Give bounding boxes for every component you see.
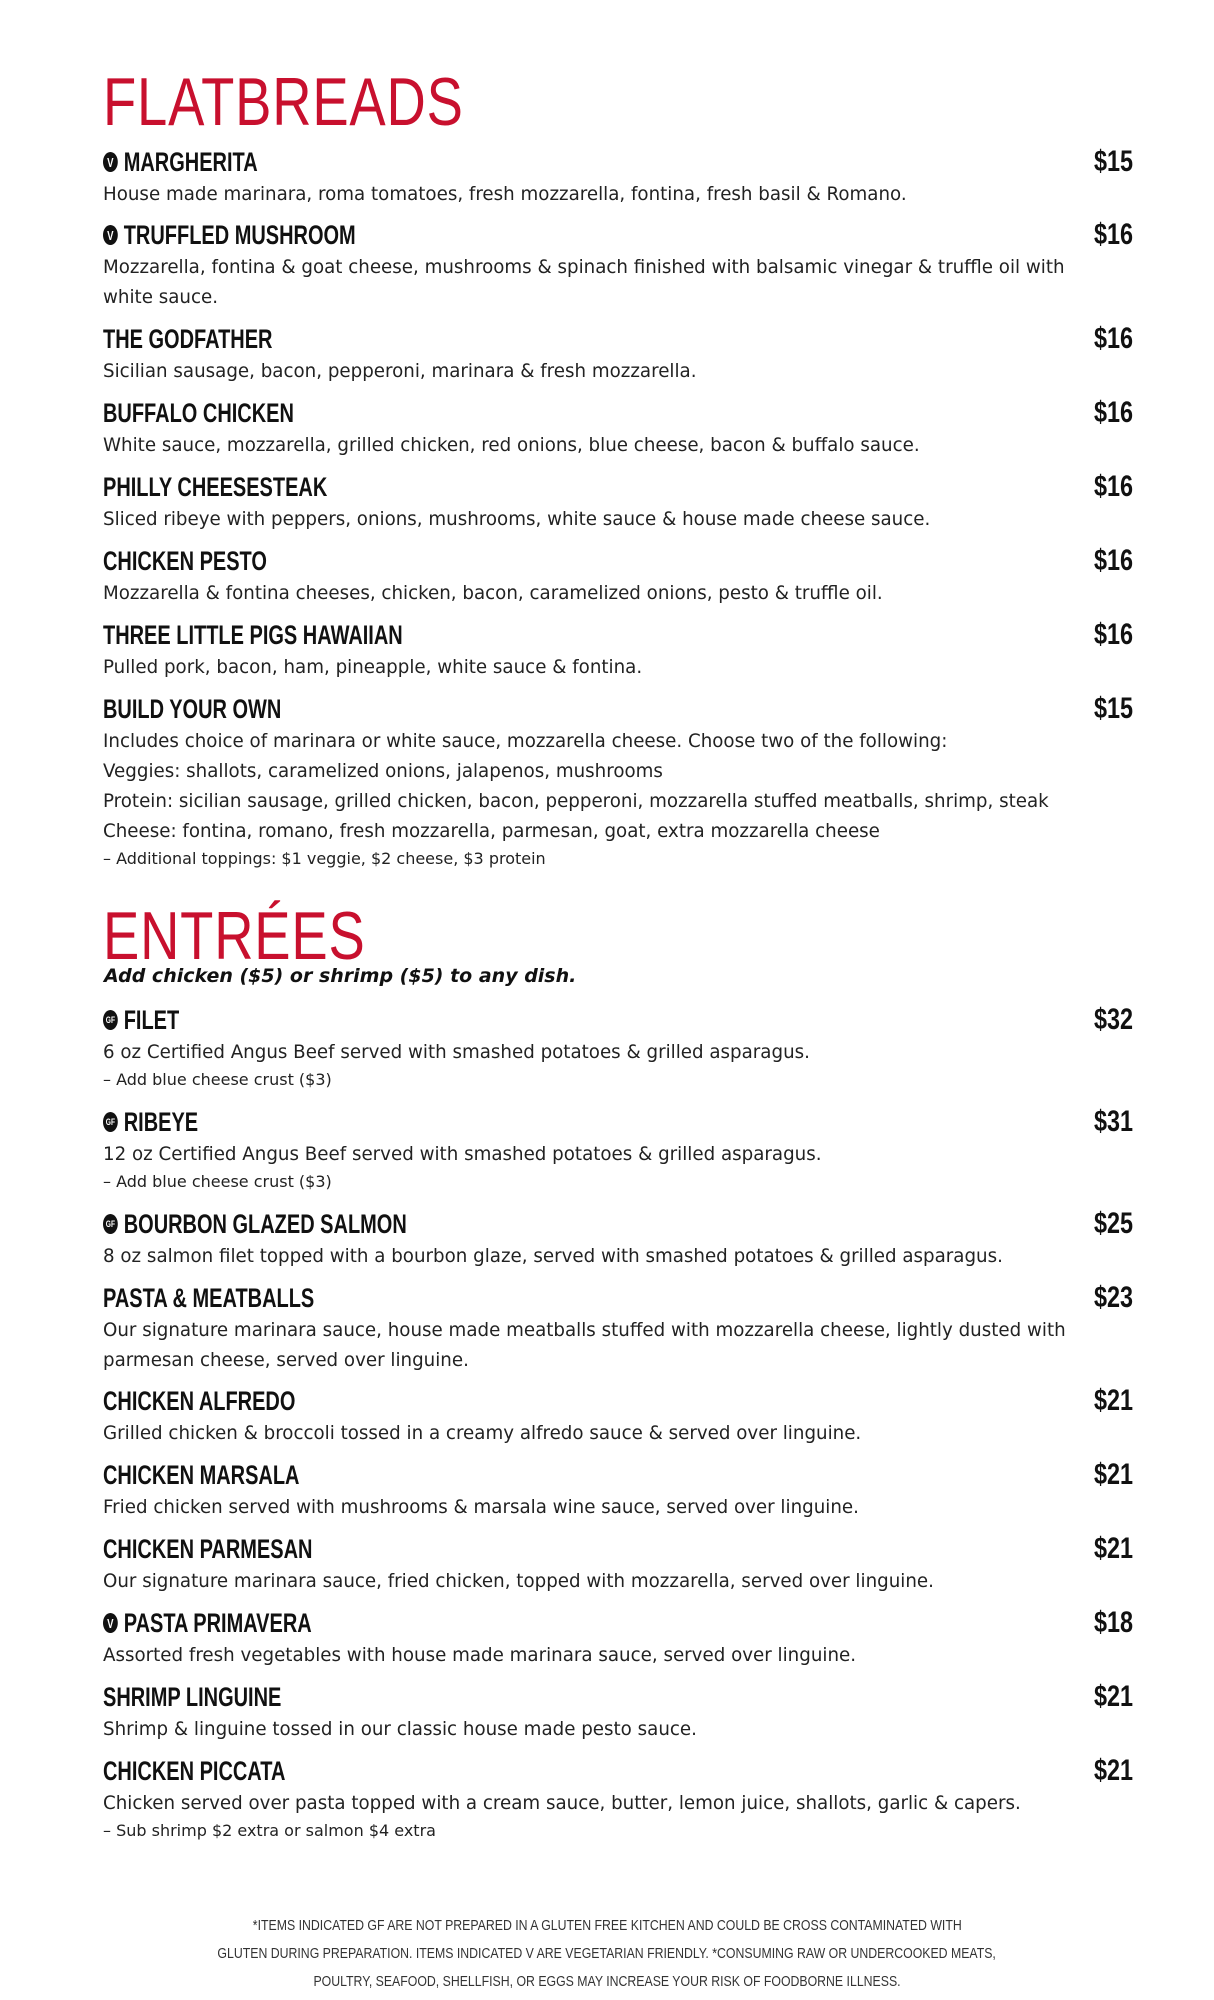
menu-item-description: Our signature marinara sauce, fried chicken, topped with mozzarella, served over linguine. [103, 1570, 934, 1592]
menu-item-description: 6 oz Certified Angus Beef served with smashed potatoes & grilled asparagus. [103, 1041, 810, 1063]
menu-item-add-on: – Additional toppings: $1 veggie, $2 cheese, $3 protein [103, 849, 546, 868]
menu-item-price: $21 [1093, 1532, 1133, 1565]
menu-item-name: CHICKEN ALFREDO [103, 1386, 296, 1416]
menu-item-description: Sliced ribeye with peppers, onions, mushrooms, white sauce & house made cheese sauce. [103, 508, 931, 530]
menu-item-price: $16 [1093, 470, 1133, 503]
vegetarian-badge-icon: V [103, 1613, 118, 1633]
menu-item-name-row [103, 692, 281, 726]
menu-item [103, 618, 1133, 682]
menu-item-name: CHICKEN PARMESAN [103, 1534, 313, 1564]
menu-item-header [103, 1003, 1133, 1037]
menu-item-name: CHICKEN PICCATA [103, 1756, 286, 1786]
menu-item-price: $31 [1093, 1105, 1133, 1138]
menu-item-name: MARGHERITA [123, 147, 258, 177]
menu-item-description: parmesan cheese, served over linguine. [103, 1349, 469, 1371]
menu-item-description: Cheese: fontina, romano, fresh mozzarella, parmesan, goat, extra mozzarella cheese [103, 820, 880, 842]
section-title-entrees: ENTRÉES [103, 898, 366, 974]
menu-item-price: $16 [1093, 618, 1133, 651]
menu-item-description: Protein: sicilian sausage, grilled chicken, bacon, pepperoni, mozzarella stuffed meatballs, shrimp, steak [103, 790, 1049, 812]
menu-item [103, 145, 1133, 209]
menu-item-add-on: – Sub shrimp $2 extra or salmon $4 extra [103, 1821, 436, 1840]
menu-item-header [103, 544, 1133, 578]
menu-item-price: $32 [1093, 1003, 1133, 1036]
menu-item [103, 1003, 1133, 1093]
menu-item-header [103, 1754, 1133, 1788]
menu-item [103, 396, 1133, 460]
menu-item-price: $25 [1093, 1207, 1133, 1240]
menu-item-name-row [103, 618, 403, 652]
menu-item-name-row [103, 1532, 312, 1566]
menu-item [103, 1384, 1133, 1448]
menu-item-description: Sicilian sausage, bacon, pepperoni, marinara & fresh mozzarella. [103, 360, 697, 382]
menu-item-name: TRUFFLED MUSHROOM [123, 220, 356, 250]
menu-item-description: Chicken served over pasta topped with a cream sauce, butter, lemon juice, shallots, garlic & capers. [103, 1792, 1021, 1814]
menu-item-header [103, 396, 1133, 430]
menu-item-header [103, 218, 1133, 252]
menu-item-description: Assorted fresh vegetables with house made marinara sauce, served over linguine. [103, 1644, 857, 1666]
menu-item-name-row [103, 1606, 312, 1640]
menu-item [103, 1606, 1133, 1670]
disclaimer-line: *ITEMS INDICATED GF ARE NOT PREPARED IN A GLUTEN FREE KITCHEN AND COULD BE CROSS CONTAMINATED WITH [252, 1917, 962, 1934]
menu-item [103, 692, 1133, 872]
menu-item-header [103, 692, 1133, 726]
vegetarian-badge-icon: V [103, 152, 118, 172]
menu-item [103, 1680, 1133, 1744]
gluten-free-badge-icon: GF [103, 1010, 118, 1030]
menu-item-description: Veggies: shallots, caramelized onions, jalapenos, mushrooms [103, 760, 663, 782]
menu-item-name: BOURBON GLAZED SALMON [123, 1209, 407, 1239]
menu-item-header [103, 145, 1133, 179]
menu-item-header [103, 1207, 1133, 1241]
menu-item-header [103, 1680, 1133, 1714]
menu-item-price: $21 [1093, 1680, 1133, 1713]
menu-item-header [103, 618, 1133, 652]
menu-item-price: $21 [1093, 1458, 1133, 1491]
menu-item-name: RIBEYE [123, 1107, 199, 1137]
menu-item-add-on: – Add blue cheese crust ($3) [103, 1070, 332, 1089]
menu-item-header [103, 322, 1133, 356]
entrees-add-on-note: Add chicken ($5) or shrimp ($5) to any dish. [104, 965, 577, 987]
menu-item-description: White sauce, mozzarella, grilled chicken, red onions, blue cheese, bacon & buffalo sauce. [103, 434, 920, 456]
menu-item-name: THE GODFATHER [103, 324, 273, 354]
menu-item-description: Fried chicken served with mushrooms & marsala wine sauce, served over linguine. [103, 1496, 859, 1518]
menu-item [103, 470, 1133, 534]
menu-item-name-row [103, 1003, 179, 1037]
menu-item-header [103, 470, 1133, 504]
menu-item-price: $16 [1093, 218, 1133, 251]
menu-item-add-on: – Add blue cheese crust ($3) [103, 1172, 332, 1191]
menu-item-name-row [103, 1384, 295, 1418]
menu-item-price: $21 [1093, 1754, 1133, 1787]
menu-item-price: $16 [1093, 396, 1133, 429]
menu-item-header [103, 1281, 1133, 1315]
menu-item-price: $18 [1093, 1606, 1133, 1639]
menu-item-price: $15 [1093, 145, 1133, 178]
menu-item-name: BUILD YOUR OWN [103, 694, 282, 724]
menu-item-name-row [103, 218, 356, 252]
menu-item-header [103, 1105, 1133, 1139]
menu-item-name-row [103, 1458, 299, 1492]
menu-item-name: THREE LITTLE PIGS HAWAIIAN [103, 620, 403, 650]
menu-item-name-row [103, 544, 267, 578]
menu-item [103, 1105, 1133, 1195]
menu-item-name: PHILLY CHEESESTEAK [103, 472, 328, 502]
allergen-disclaimer [0, 1912, 1214, 1996]
menu-item-description: House made marinara, roma tomatoes, fresh mozzarella, fontina, fresh basil & Romano. [103, 183, 907, 205]
section-title-flatbreads: FLATBREADS [103, 64, 464, 140]
menu-item-name-row [103, 470, 327, 504]
menu-item-name-row [103, 1105, 198, 1139]
menu-item [103, 1532, 1133, 1596]
menu-item [103, 322, 1133, 386]
menu-item-description: Grilled chicken & broccoli tossed in a creamy alfredo sauce & served over linguine. [103, 1422, 862, 1444]
menu-item-name: CHICKEN PESTO [103, 546, 267, 576]
menu-item [103, 544, 1133, 608]
menu-item-price: $23 [1093, 1281, 1133, 1314]
menu-item-name: SHRIMP LINGUINE [103, 1682, 282, 1712]
menu-item-name: PASTA & MEATBALLS [103, 1283, 315, 1313]
menu-item-description: white sauce. [103, 286, 219, 308]
menu-item-name-row [103, 322, 272, 356]
menu-item-description: Mozzarella, fontina & goat cheese, mushrooms & spinach finished with balsamic vinegar & truffle oil with [103, 256, 1065, 278]
menu-item-name-row [103, 1207, 407, 1241]
menu-item-description: Our signature marinara sauce, house made meatballs stuffed with mozzarella cheese, lightly dusted with [103, 1319, 1066, 1341]
menu-item-name-row [103, 1680, 281, 1714]
menu-item-description: 12 oz Certified Angus Beef served with smashed potatoes & grilled asparagus. [103, 1143, 822, 1165]
vegetarian-badge-icon: V [103, 225, 118, 245]
menu-item-name: BUFFALO CHICKEN [103, 398, 294, 428]
menu-item [103, 1207, 1133, 1271]
menu-item [103, 1754, 1133, 1844]
menu-item-description: Pulled pork, bacon, ham, pineapple, white sauce & fontina. [103, 656, 643, 678]
menu-item [103, 1458, 1133, 1522]
disclaimer-line: GLUTEN DURING PREPARATION. ITEMS INDICATED V ARE VEGETARIAN FRIENDLY. *CONSUMING RAW OR UNDERCOOKED MEATS, [217, 1945, 997, 1962]
menu-item-header [103, 1384, 1133, 1418]
menu-item [103, 218, 1133, 312]
menu-item-name: PASTA PRIMAVERA [123, 1608, 312, 1638]
menu-item-description: 8 oz salmon filet topped with a bourbon glaze, served with smashed potatoes & grilled asparagus. [103, 1245, 1003, 1267]
menu-item-description: Shrimp & linguine tossed in our classic house made pesto sauce. [103, 1718, 697, 1740]
menu-item-description: Mozzarella & fontina cheeses, chicken, bacon, caramelized onions, pesto & truffle oil. [103, 582, 883, 604]
menu-item-name-row [103, 1754, 285, 1788]
menu-item-price: $16 [1093, 544, 1133, 577]
menu-item-name: FILET [123, 1005, 180, 1035]
menu-item-header [103, 1532, 1133, 1566]
menu-item-description: Includes choice of marinara or white sauce, mozzarella cheese. Choose two of the following: [103, 730, 948, 752]
gluten-free-badge-icon: GF [103, 1214, 118, 1234]
menu-item-price: $15 [1093, 692, 1133, 725]
menu-item-name-row [103, 396, 294, 430]
disclaimer-line: POULTRY, SEAFOOD, SHELLFISH, OR EGGS MAY INCREASE YOUR RISK OF FOODBORNE ILLNESS. [313, 1973, 901, 1990]
menu-item-header [103, 1606, 1133, 1640]
gluten-free-badge-icon: GF [103, 1112, 118, 1132]
menu-item-name-row [103, 1281, 314, 1315]
menu-item [103, 1281, 1133, 1375]
menu-item-name-row [103, 145, 258, 179]
menu-item-header [103, 1458, 1133, 1492]
menu-item-name: CHICKEN MARSALA [103, 1460, 300, 1490]
menu-item-price: $21 [1093, 1384, 1133, 1417]
menu-item-price: $16 [1093, 322, 1133, 355]
